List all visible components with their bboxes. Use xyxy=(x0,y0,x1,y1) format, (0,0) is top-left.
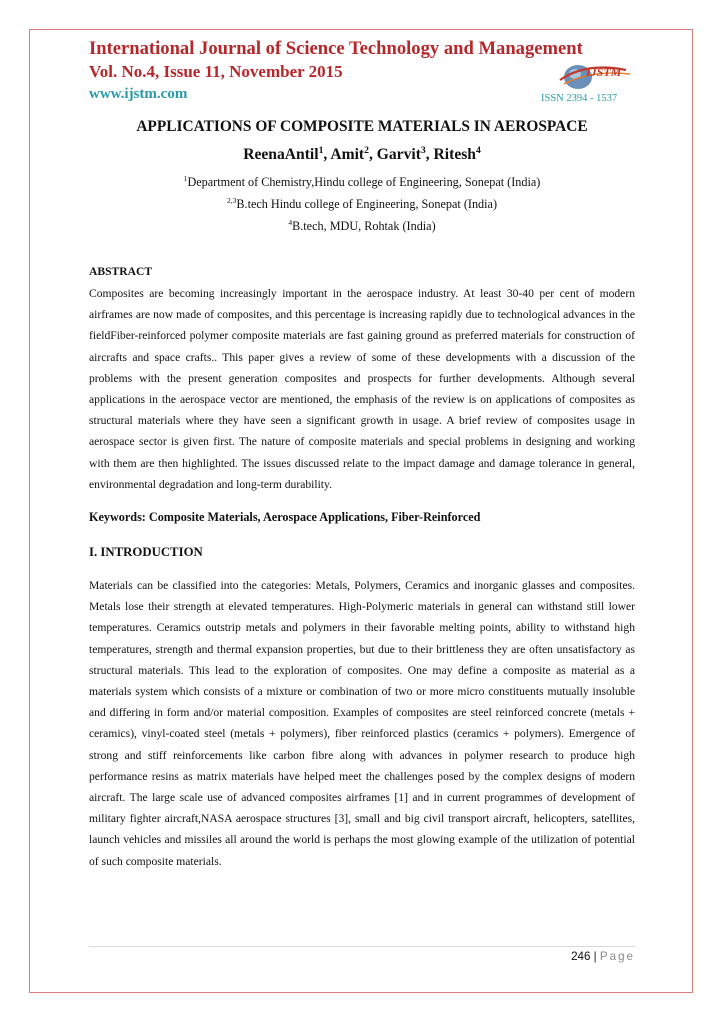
journal-website: www.ijstm.com xyxy=(89,86,188,102)
page-separator: | xyxy=(593,950,597,963)
affiliation xyxy=(0,196,724,212)
affiliation-text: Department of Chemistry,Hindu college of Engineering, Sonepat (India) xyxy=(187,175,541,190)
abstract-heading: ABSTRACT xyxy=(89,265,153,278)
affiliation xyxy=(0,218,724,234)
affiliation-text: B.tech, MDU, Rohtak (India) xyxy=(292,219,436,234)
affiliation-text: B.tech Hindu college of Engineering, Sonepat (India) xyxy=(236,197,498,212)
affiliation-sup: 2,3 xyxy=(226,196,237,205)
journal-logo xyxy=(556,60,636,94)
keywords: Keywords: Composite Materials, Aerospace Applications, Fiber-Reinforced xyxy=(89,510,481,524)
issn: ISSN 2394 - 1537 xyxy=(541,93,618,104)
author-list: ReenaAntil$^1$, Amit$^2$, Garvit$^3$, Ritesh$^4$ xyxy=(243,145,481,164)
volume-issue: Vol. No.4, Issue 11, November 2015 xyxy=(89,62,343,81)
abstract-text: Composites are becoming increasingly important in the aerospace industry. At least 30-40 per cent of modern airframes are now made of composites, and this percentage is increasing rapidly due to technological advances in the fieldFiber-reinforced polymer composite materials are fast gaining ground as preferred materials for construction of aircrafts and space crafts.. This paper gives a review of some of these developments with a discussion of the problems with the present generation composites and prospects for further developments. Although several applications in the aerospace vector are mentioned, the emphasis of the review is on applications of composites as structural materials where they have seen a significant growth in usage. A brief review of composites usage in aerospace sector is given first. The nature of composite materials and special problems in designing and working with them are then highlighted. The issues discussed relate to the impact damage and damage tolerance in general, environmental degradation and long-term durability. xyxy=(89,287,635,491)
logo-lettering: IJSTM xyxy=(586,65,622,79)
author-name: Garvit xyxy=(376,146,421,164)
paper-title: APPLICATIONS OF COMPOSITE MATERIALS IN AEROSPACE xyxy=(136,118,588,135)
author-sup: 4 xyxy=(475,145,481,156)
author-sup: 3 xyxy=(420,145,426,156)
introduction-heading: I. INTRODUCTION xyxy=(89,545,203,559)
author-name: ReenaAntil xyxy=(243,146,319,164)
author-name: Amit xyxy=(330,146,365,164)
affiliation-sup: 1 xyxy=(183,174,188,183)
author-sup: 2 xyxy=(364,145,369,156)
author-sup: 1 xyxy=(318,145,324,156)
author-name: Ritesh xyxy=(433,146,476,164)
affiliation-sup: 4 xyxy=(288,218,293,227)
introduction-text: Materials can be classified into the categories: Metals, Polymers, Ceramics and inorganic glasses and composites. Metals lose their strength at elevated temperatures. High-Polymeric materials in general can withstand still lower temperatures. Ceramics outstrip metals and polymers in their favorable melting points, ability to withstand high temperatures, strength and thermal expansion properties, but due to their brittleness they are often unsatisfactory as structural materials. This lead to the exploration of composites. One may define a composite as material as a materials system which consists of a mixture or combination of two or more micro constituents mutually insoluble and differing in form and/or material composition. Examples of composites are steel reinforced concrete (metals + ceramics), vinyl-coated steel (metals + polymers), fiber reinforced plastics (ceramics + polymers). Emergence of strong and stiff reinforcements like carbon fibre along with advances in polymer research to produce high performance resins as matrix materials have helped meet the challenges posed by the complex designs of modern aircraft. The large scale use of advanced composites airframes [1] and in current programmes of development of military fighter aircraft,NASA aerospace structures [3], small and big civil transport aircraft, helicopters, satellites, launch vehicles and missiles all around the world is perhaps the most glowing example of the utilization of potential of such composite materials. xyxy=(89,579,635,868)
page-footer xyxy=(571,950,635,963)
page-label: Page xyxy=(599,950,635,963)
affiliation xyxy=(0,174,724,190)
journal-title: International Journal of Science Technology and Management xyxy=(89,38,583,59)
footer-divider xyxy=(89,946,635,947)
page-number: 246 xyxy=(571,950,591,963)
